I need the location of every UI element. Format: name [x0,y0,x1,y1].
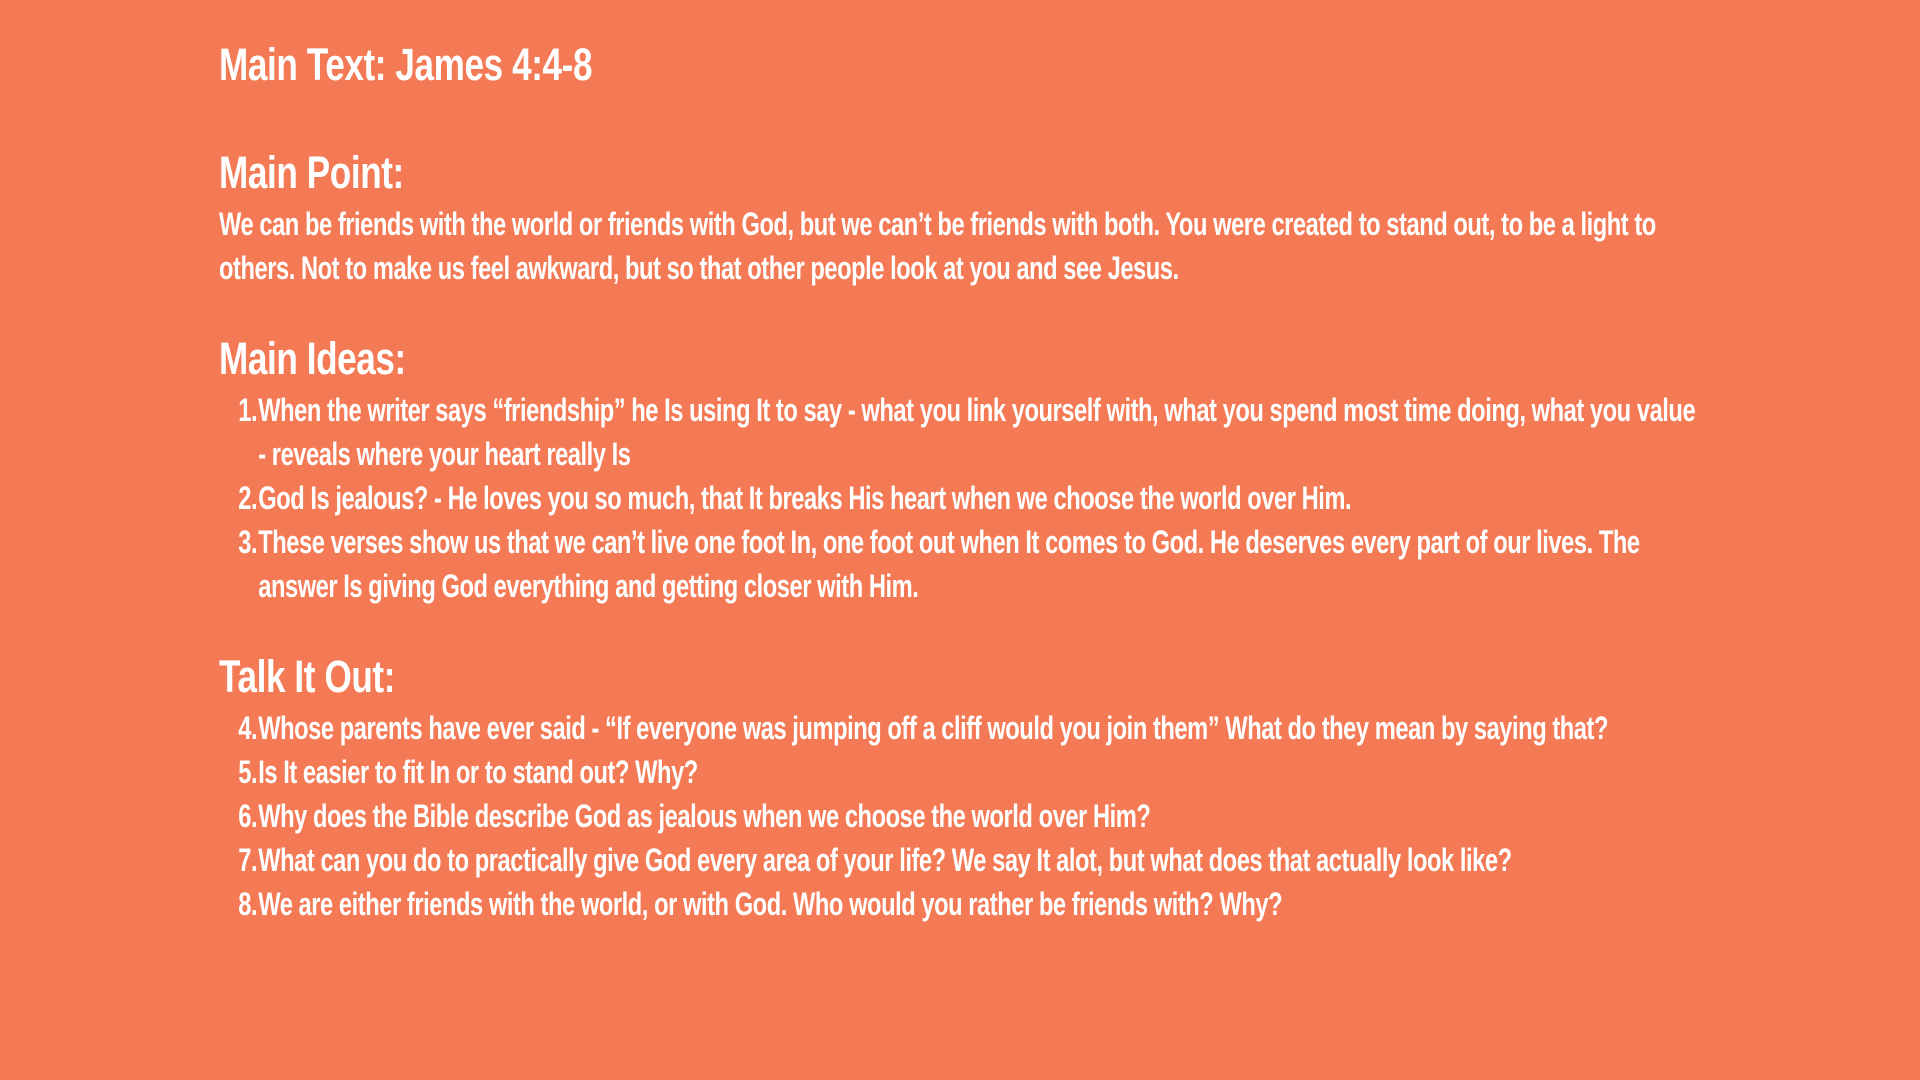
list-item-text: God Is jealous? - He loves you so much, that It breaks His heart when we choose the world over Him. [258,480,1352,516]
list-item [219,750,1708,794]
list-item-text: When the writer says “friendship” he Is using It to say - what you link yourself with, what you spend most time doing, what you value - reveals where your heart really Is [258,392,1696,472]
list-item-text: We are either friends with the world, or with God. Who would you rather be friends with? Why? [258,886,1283,922]
talk-it-out-list [219,706,1708,926]
list-item-text: Is It easier to fit In or to stand out? Why? [258,754,698,790]
list-item-text: Whose parents have ever said - “If everyone was jumping off a cliff would you join them” What do they mean by saying that? [258,710,1609,746]
main-ideas-heading: Main Ideas: [219,333,406,384]
main-text-heading: Main Text: James 4:4-8 [219,39,593,90]
list-item [219,520,1708,608]
list-item [219,476,1708,520]
main-point-heading: Main Point: [219,147,404,198]
list-number: 4. [238,710,258,746]
list-number: 2. [238,480,258,516]
list-item-text: These verses show us that we can’t live one foot In, one foot out when It comes to God. He deserves every part of our lives. The answer Is giving God everything and getting closer with Him. [258,524,1640,604]
talk-it-out-section [219,706,1709,926]
talk-it-out-heading: Talk It Out: [219,651,396,702]
list-item-text: Why does the Bible describe God as jealous when we choose the world over Him? [258,798,1151,834]
list-number: 6. [238,798,258,834]
talk-it-out-list-wrap [219,706,1708,926]
list-item [219,388,1708,476]
main-ideas-list [219,388,1708,608]
main-point-section [219,202,1709,290]
list-number: 5. [238,754,258,790]
list-number: 3. [238,524,258,560]
list-item [219,706,1708,750]
list-item-text: What can you do to practically give God every area of your life? We say It alot, but what does that actually look like? [258,842,1512,878]
main-ideas-list-wrap [219,388,1708,608]
slide-content [219,30,1709,926]
main-ideas-section [219,388,1709,608]
main-point-body: We can be friends with the world or friends with God, but we can’t be friends with both. You were created to stand out, to be a light to others. Not to make us feel awkward, but so that other people look at you and see Jesus. [219,206,1656,286]
list-item [219,838,1708,882]
list-item [219,882,1708,926]
list-item [219,794,1708,838]
list-number: 7. [238,842,258,878]
list-number: 1. [238,392,258,428]
list-number: 8. [238,886,258,922]
